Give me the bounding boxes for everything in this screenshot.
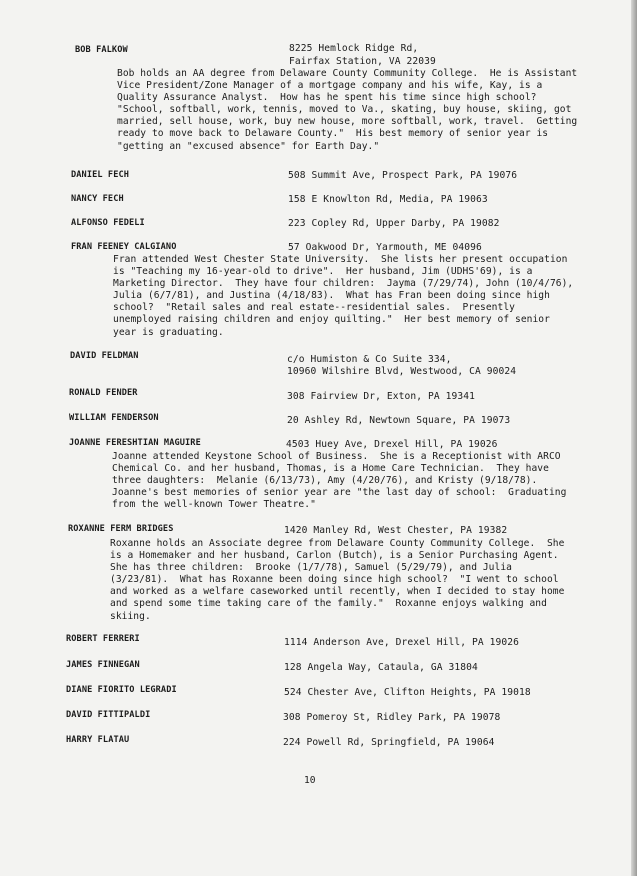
entry-bio-line: ready to move back to Delaware County." His best memory of senior year is <box>117 128 549 140</box>
entry-bio-line: from the well-known Tower Theatre." <box>112 499 316 511</box>
entry-bio-line: Chemical Co. and her husband, Thomas, is a Home Care Technician. They have <box>112 463 549 475</box>
entry-address-line: 524 Chester Ave, Clifton Heights, PA 19018 <box>284 687 531 698</box>
entry-bio-line: She has three children: Brooke (1/7/78), Samuel (5/29/79), and Julia <box>110 562 512 574</box>
entry-bio-line: is a Homemaker and her husband, Carlon (Butch), is a Senior Purchasing Agent. <box>110 550 559 562</box>
entry-bio-line: Vice President/Zone Manager of a mortgage company and his wife, Kay, is a <box>117 80 543 92</box>
entry-name: BOB FALKOW <box>75 45 128 55</box>
entry-bio-line: school? "Retail sales and real estate--residential sales. Presently <box>113 302 515 314</box>
entry-address-line: 308 Pomeroy St, Ridley Park, PA 19078 <box>283 712 501 723</box>
entry-address-line: 1420 Manley Rd, West Chester, PA 19382 <box>284 525 508 536</box>
entry-address-line: 8225 Hemlock Ridge Rd, <box>289 43 419 54</box>
entry-name: HARRY FLATAU <box>66 735 130 745</box>
entry-name: DIANE FIORITO LEGRADI <box>66 685 177 695</box>
entry-address-line: 57 Oakwood Dr, Yarmouth, ME 04096 <box>288 242 482 253</box>
entry-bio <box>117 68 577 153</box>
entry-bio-line: Quality Assurance Analyst. How has he spent his time since high school? <box>117 92 537 104</box>
entry-address-line: 308 Fairview Dr, Exton, PA 19341 <box>287 391 476 402</box>
entry-bio-line: Joanne attended Keystone School of Business. She is a Receptionist with ARCO <box>112 451 561 462</box>
scan-edge <box>631 0 637 876</box>
entry-bio-line: Joanne's best memories of senior year are "the last day of school: Graduating <box>112 487 567 499</box>
entry-bio-line: three daughters: Melanie (6/13/73), Amy (4/20/76), and Kristy (9/18/78). <box>112 475 538 487</box>
entry-address-line: 1114 Anderson Ave, Drexel Hill, PA 19026 <box>284 637 520 648</box>
entry-address-line: 508 Summit Ave, Prospect Park, PA 19076 <box>288 170 518 181</box>
entry-name: ALFONSO FEDELI <box>71 218 145 228</box>
entry-bio-line: unemployed raising children and enjoy quilting." Her best memory of senior <box>113 314 550 326</box>
entry-address-line: 10960 Wilshire Blvd, Westwood, CA 90024 <box>287 366 517 377</box>
entry-bio-line: "getting an "excused absence" for Earth Day." <box>117 140 380 152</box>
entry-address-line: Fairfax Station, VA 22039 <box>289 56 436 67</box>
entry-bio <box>110 538 564 623</box>
entry-address-line: 224 Powell Rd, Springfield, PA 19064 <box>283 737 495 748</box>
entry-bio-line: Marketing Director. They have four children: Jayma (7/29/74), John (10/4/76), <box>113 278 574 290</box>
entry-address-line: 128 Angela Way, Cataula, GA 31804 <box>284 662 478 673</box>
entry-bio-line: year is graduating. <box>113 326 224 338</box>
entry-bio-line: skiing. <box>110 610 151 622</box>
entry-address-line: 158 E Knowlton Rd, Media, PA 19063 <box>288 194 488 205</box>
entry-address-line: 4503 Huey Ave, Drexel Hill, PA 19026 <box>286 439 498 450</box>
entry-name: JOANNE FERESHTIAN MAGUIRE <box>69 438 201 448</box>
entry-bio-line: Julia (6/7/81), and Justina (4/18/83). What has Fran been doing since high <box>113 290 550 302</box>
entry-address-line: c/o Humiston & Co Suite 334, <box>287 354 452 365</box>
entry-address-line: 20 Ashley Rd, Newtown Square, PA 19073 <box>287 415 511 426</box>
entry-name: ROBERT FERRERI <box>66 634 140 644</box>
entry-name: FRAN FEENEY CALGIANO <box>71 242 177 252</box>
entry-bio-line: and spend some time taking care of the family." Roxanne enjoys walking and <box>110 598 547 610</box>
entry-name: DANIEL FECH <box>71 170 130 180</box>
entry-name: JAMES FINNEGAN <box>66 660 140 670</box>
entry-bio-line: married, sell house, work, buy new house, more softball, work, travel. Getting <box>117 116 578 128</box>
entry-bio <box>113 254 573 339</box>
entry-bio <box>112 451 566 511</box>
entry-bio-line: (3/23/81). What has Roxanne been doing since high school? "I went to school <box>110 574 559 586</box>
entry-address-line: 223 Copley Rd, Upper Darby, PA 19082 <box>288 218 500 229</box>
entry-name: NANCY FECH <box>71 194 124 204</box>
entry-bio-line: Fran attended West Chester State University. She lists her present occupation <box>113 254 568 265</box>
entry-bio-line: is "Teaching my 16-year-old to drive". Her husband, Jim (UDHS'69), is a <box>113 266 533 278</box>
entry-bio-line: Roxanne holds an Associate degree from Delaware County Community College. She <box>110 538 565 549</box>
entry-bio-line: and worked as a welfare caseworked until recently, when I decided to stay home <box>110 586 565 598</box>
page-number: 10 <box>304 775 316 786</box>
entry-name: RONALD FENDER <box>69 388 138 398</box>
entry-bio-line: Bob holds an AA degree from Delaware County Community College. He is Assistant <box>117 68 578 79</box>
entry-name: DAVID FELDMAN <box>70 351 139 361</box>
entry-name: DAVID FITTIPALDI <box>66 710 151 720</box>
entry-name: WILLIAM FENDERSON <box>69 413 159 423</box>
entry-name: ROXANNE FERM BRIDGES <box>68 524 174 534</box>
entry-bio-line: "School, softball, work, tennis, moved to Va., skating, buy house, skiing, got <box>117 104 572 116</box>
